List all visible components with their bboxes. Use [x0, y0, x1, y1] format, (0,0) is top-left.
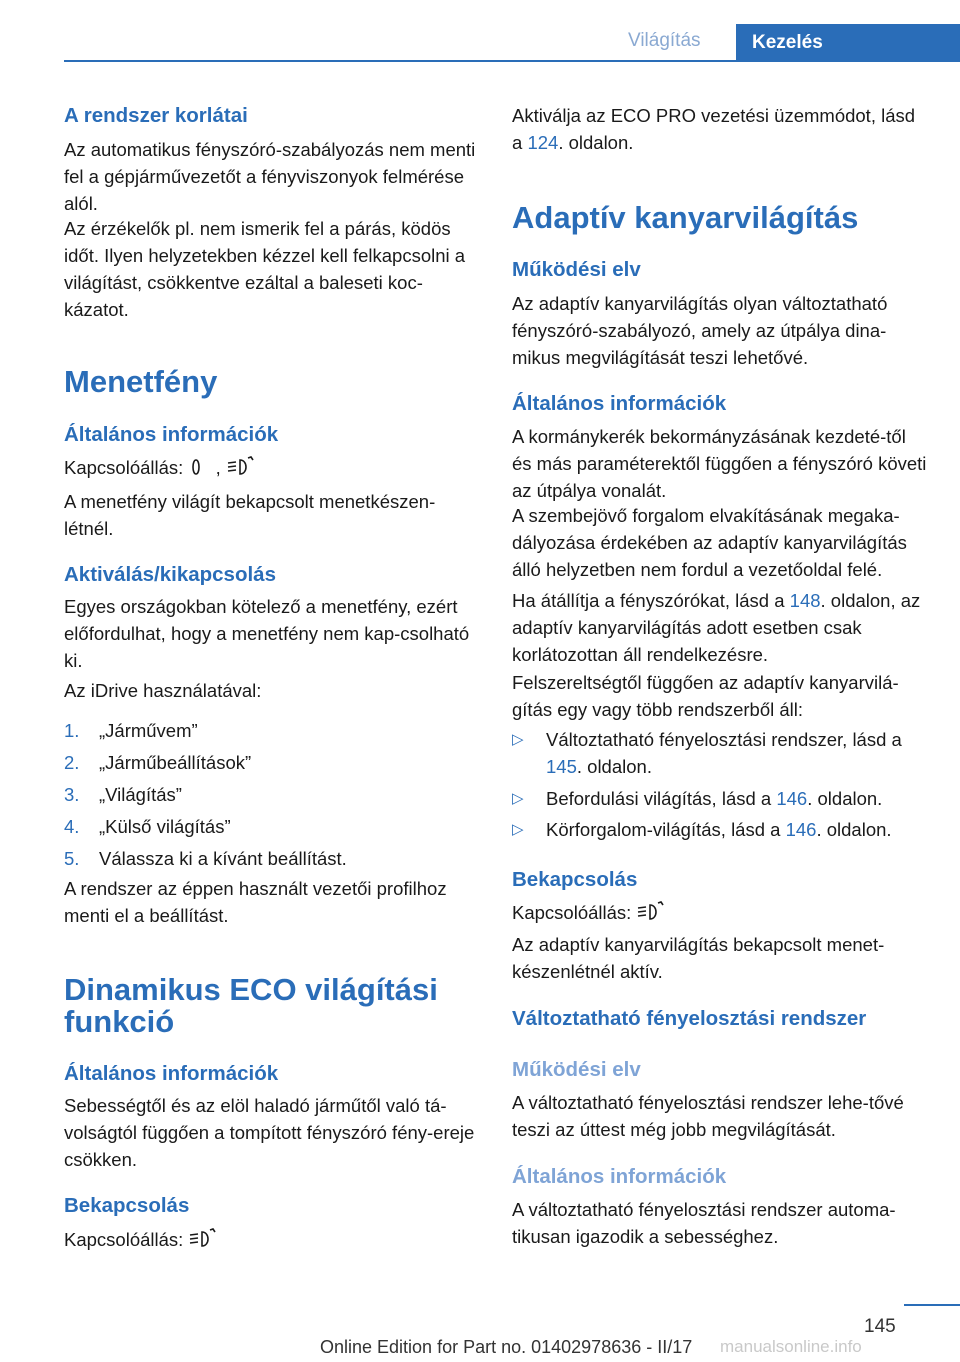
- adaptive-on-heading: Bekapcsolás: [512, 868, 638, 891]
- triangle-bullet-icon: ▷: [512, 821, 524, 838]
- eco-general-heading: Általános információk: [64, 1062, 279, 1085]
- page-link[interactable]: 146: [776, 788, 808, 809]
- footer-rule: [904, 1304, 960, 1306]
- adaptive-general-p2: A szembejövő forgalom elvakításának megaka‐dályozása érdekében az adaptív kanyarvilágítás álló helyzetben nem fordul a vezetőoldal felé.: [512, 505, 907, 580]
- adaptive-general-p1: A kormánykerék bekormányzásának kezdeté‐től és más paraméterektől függően a fényszóró követi az útpálya vonalát.: [512, 426, 927, 501]
- triangle-bullet-icon: ▷: [512, 731, 524, 748]
- eco-general-text: Sebességtől és az elöl haladó járműtől való tá‐volságtól függően a tompított fényszóró fény‐ereje csökken.: [64, 1095, 475, 1170]
- adaptive-general-heading: Általános információk: [512, 392, 727, 415]
- header-chapter: Kezelés: [736, 24, 960, 62]
- menetfeny-title: Menetfény: [64, 364, 218, 399]
- header-section: Világítás: [628, 30, 701, 51]
- auto-headlight-icon: [636, 901, 666, 930]
- eco-cont-text: Aktiválja az ECO PRO vezetési üzemmódot, lásd a 124. oldalon.: [512, 105, 916, 153]
- eco-on-heading: Bekapcsolás: [64, 1194, 190, 1217]
- lamp-off-icon: [188, 456, 210, 485]
- menetfeny-general-heading: Általános információk: [64, 423, 279, 446]
- eco-switch-row: [64, 1226, 478, 1257]
- adaptive-principle-text: Az adaptív kanyarvilágítás olyan változtatható fényszóró-szabályozó, amely az útpálya dina‐mikus megvilágítását teszi lehetővé.: [512, 293, 888, 368]
- page-number: 145: [864, 1316, 896, 1337]
- page-link[interactable]: 124: [527, 132, 559, 153]
- switch-label: Kapcsolóállás:: [512, 902, 632, 923]
- activation-heading: Aktiválás/kikapcsolás: [64, 563, 276, 586]
- adaptive-title: Adaptív kanyarvilágítás: [512, 200, 859, 235]
- header-rule: [64, 60, 960, 62]
- variable-principle-text: A változtatható fényelosztási rendszer lehe‐tővé teszi az úttest még jobb megvilágítását.: [512, 1092, 904, 1140]
- eco-title-2: funkció: [64, 1004, 175, 1039]
- page-link[interactable]: 146: [785, 819, 817, 840]
- watermark: manualsonline.info: [720, 1337, 862, 1356]
- switch-sep: ,: [215, 457, 221, 478]
- activation-text: Egyes országokban kötelező a menetfény, ezért előfordulhat, hogy a menetfény nem kap‐csolható ki.: [64, 596, 470, 671]
- adaptive-principle-heading: Működési elv: [512, 258, 641, 281]
- auto-headlight-icon: [226, 456, 256, 485]
- eco-title-1: Dinamikus ECO világítási: [64, 972, 438, 1007]
- adaptive-equip-text: Felszereltségtől függően az adaptív kanyarvilá‐gítás egy vagy több rendszerből áll:: [512, 672, 899, 720]
- idrive-text: Az iDrive használatával:: [64, 680, 262, 701]
- auto-headlight-icon: [188, 1228, 218, 1257]
- variable-general-heading: Általános információk: [512, 1165, 727, 1188]
- variable-principle-heading: Működési elv: [512, 1058, 641, 1081]
- adaptive-on-text: Az adaptív kanyarvilágítás bekapcsolt menet‐készenlétnél aktív.: [512, 934, 885, 982]
- page-link[interactable]: 145: [546, 756, 577, 777]
- triangle-bullet-icon: ▷: [512, 790, 524, 807]
- variable-heading: Változtatható fényelosztási rendszer: [512, 1007, 867, 1030]
- page-link[interactable]: 148: [789, 590, 821, 611]
- edition-note: Online Edition for Part no. 01402978636 - II/17: [320, 1337, 693, 1357]
- adaptive-adjust-text: Ha átállítja a fényszórókat, lásd a 148. oldalon, az adaptív kanyarvilágítás adott esetben csak korlátozottan áll rendelkezésre.: [512, 590, 921, 665]
- limits-p1: Az automatikus fényszóró-szabályozás nem menti fel a gépjárművezetőt a fényviszonyok felmérése alól.: [64, 139, 476, 214]
- menetfeny-general-text: A menetfény világít bekapcsolt menetkészen‐létnél.: [64, 491, 436, 539]
- profile-text: A rendszer az éppen használt vezetői profilhoz menti el a beállítást.: [64, 878, 447, 926]
- limits-p2: Az érzékelők pl. nem ismerik fel a párás, ködös időt. Ilyen helyzetekben kézzel kell felkapcsolni a világítást, csökkentve ezáltal a baleseti koc‐kázatot.: [64, 218, 466, 320]
- menetfeny-switch-row: [64, 454, 478, 485]
- adaptive-switch-row: [512, 899, 930, 930]
- switch-label: Kapcsolóállás:: [64, 457, 184, 478]
- switch-label: Kapcsolóállás:: [64, 1229, 184, 1250]
- variable-general-text: A változtatható fényelosztási rendszer automa‐tikusan igazodik a sebességhez.: [512, 1199, 896, 1247]
- limits-heading: A rendszer korlátai: [64, 104, 248, 127]
